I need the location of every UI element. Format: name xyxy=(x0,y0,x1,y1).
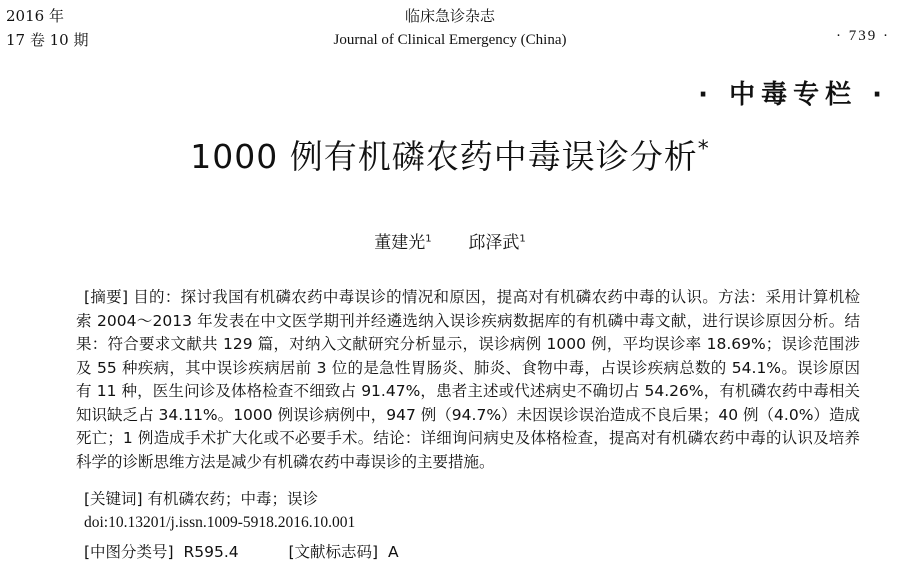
doi: doi:10.13201/j.issn.1009-5918.2016.10.001 xyxy=(84,514,356,531)
clc-value: R595.4 xyxy=(183,543,239,561)
issue-year: 2016 年 xyxy=(6,7,64,25)
classification-line xyxy=(84,540,399,562)
author-affiliation: 1 xyxy=(519,233,526,245)
author-name: 邱泽武 xyxy=(468,233,520,253)
author-affiliation: 1 xyxy=(425,233,432,245)
title-footnote-mark: * xyxy=(697,137,710,162)
author-name: 董建光 xyxy=(374,233,426,253)
article-title-text: 1000 例有机磷农药中毒误诊分析 xyxy=(190,137,698,176)
author-list xyxy=(0,228,900,253)
doc-code-value: A xyxy=(387,543,399,561)
doc-code-label: [文献标志码] xyxy=(288,543,379,561)
clc-label: [中图分类号] xyxy=(84,543,174,561)
volume-issue: 17 卷 10 期 xyxy=(6,31,89,49)
keywords: [关键词] 有机磷农药；中毒；误诊 xyxy=(84,490,319,508)
column-label: · 中毒专栏 · xyxy=(698,80,888,110)
running-header-center xyxy=(0,4,900,52)
page-number: · 739 · xyxy=(836,28,890,44)
journal-name-cn: 临床急诊杂志 xyxy=(404,7,495,25)
article-title xyxy=(0,131,900,178)
journal-name-en: Journal of Clinical Emergency (China) xyxy=(333,32,567,48)
abstract: [摘要] 目的：探讨我国有机磷农药中毒误诊的情况和原因，提高对有机磷农药中毒的认识。方法：采用计算机检索 2004～2013 年发表在中文医学期刊并经遴选纳入误诊疾病数据库的有机磷中毒文献，进行误诊原因分析。结果：符合要求文献共 129 篇，对纳入文献研究分析显示，误诊病例 1000 例，平均误诊率 18.69%；误诊范围涉及 55 种疾病，其中误诊疾病居前 3 位的是急性胃肠炎、肺炎、食物中毒，占误诊疾病总数的 54.1%。误诊原因有 11 种，医生问诊及体格检查不细致占 91.47%，患者主述或代述病史不确切占 54.26%，有机磷农药中毒相关知识缺乏占 34.11%。1000 例误诊病例中，947 例（94.7%）未因误诊误治造成不良后果；40 例（4.0%）造成死亡；1 例造成手术扩大化或不必要手术。结论：详细询问病史及体格检查，提高对有机磷农药中毒的认识及培养科学的诊断思维方法是减少有机磷农药中毒误诊的主要措施。 xyxy=(76,288,860,471)
